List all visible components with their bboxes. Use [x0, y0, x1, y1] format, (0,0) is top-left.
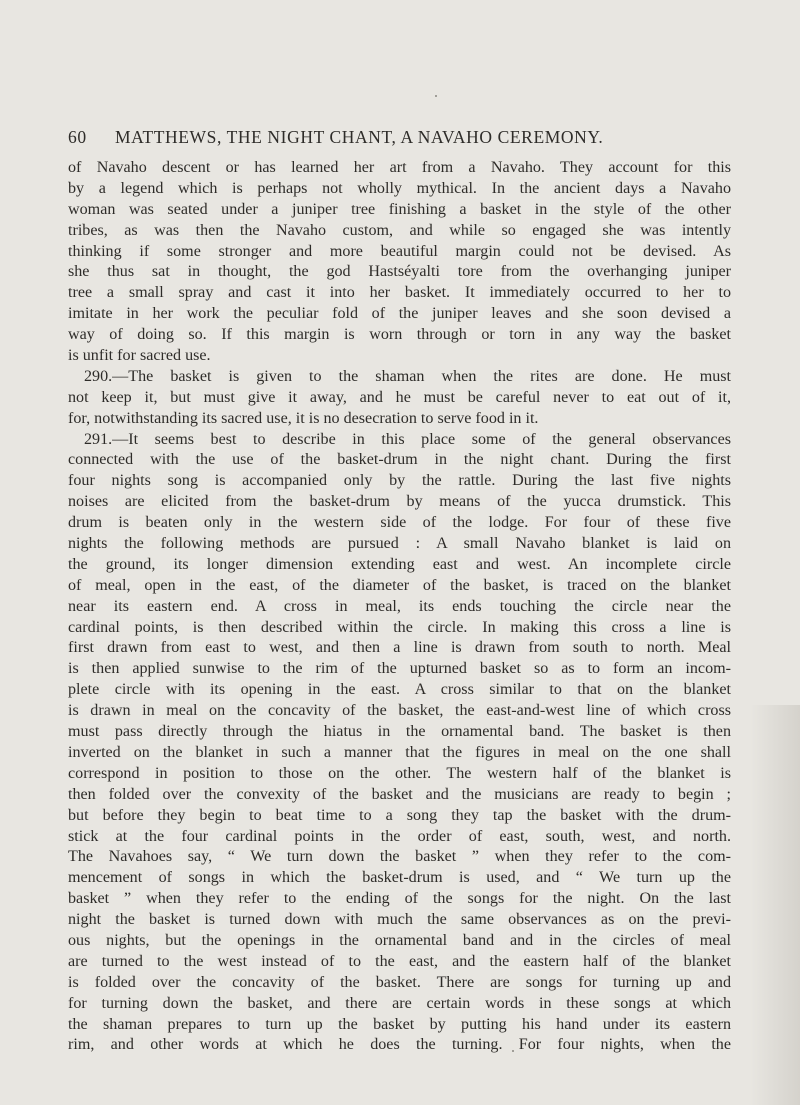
text-line: stick at the four cardinal points in the order of east, south, west, and north.: [68, 827, 731, 845]
text-line: way of doing so. If this margin is worn through or torn in any way the basket: [68, 326, 731, 344]
text-line: nights the following methods are pursued : A small Navaho blanket is laid on: [68, 535, 731, 553]
text-line: of meal, open in the east, of the diameter of the basket, is traced on the blanket: [68, 576, 731, 594]
text-line: is then applied sunwise to the rim of the upturned basket so as to form an incom-: [68, 660, 731, 678]
text-line: 291.—It seems best to describe in this place some of the general observances: [84, 430, 731, 448]
text-line: she thus sat in thought, the god Hastséyalti tore from the overhanging juniper: [68, 263, 731, 281]
text-line: is folded over the concavity of the basket. There are songs for turning up and: [68, 973, 731, 991]
text-line: first drawn from east to west, and then a line is drawn from south to north. Meal: [68, 639, 731, 657]
text-line: ous nights, but the openings in the ornamental band and in the circles of meal: [68, 931, 731, 949]
text-line: plete circle with its opening in the east. A cross similar to that on the blanket: [68, 681, 731, 699]
page-header: [68, 127, 748, 149]
text-line: The Navahoes say, “ We turn down the basket ” when they refer to the com-: [68, 848, 731, 866]
text-line: of Navaho descent or has learned her art from a Navaho. They account for this: [68, 159, 731, 176]
running-title: MATTHEWS, THE NIGHT CHANT, A NAVAHO CEREMONY.: [114, 127, 604, 147]
text-line: is drawn in meal on the concavity of the basket, the east-and-west line of which cross: [68, 702, 731, 720]
text-line: rim, and other words at which he does the turning. For four nights, when the: [68, 1036, 731, 1054]
text-line: noises are elicited from the basket-drum by means of the yucca drumstick. This: [68, 493, 731, 511]
text-line: tree a small spray and cast it into her basket. It immediately occurred to her to: [68, 284, 731, 302]
page-number: 60: [68, 127, 87, 147]
text-line: correspond in position to those on the other. The western half of the blanket is: [68, 764, 731, 782]
text-line: thinking if some stronger and more beautiful margin could not be devised. As: [68, 242, 731, 260]
text-line: must pass directly through the hiatus in the ornamental band. The basket is then: [68, 723, 731, 741]
text-line: mencement of songs in which the basket-drum is used, and “ We turn up the: [68, 869, 731, 887]
text-line: but before they begin to beat time to a song they tap the basket with the drum-: [68, 806, 731, 824]
text-line: 290.—The basket is given to the shaman when the rites are done. He must: [84, 367, 731, 385]
text-line: for, notwithstanding its sacred use, it is no desecration to serve food in it.: [68, 409, 539, 427]
text-line: for turning down the basket, and there are certain words in these songs at which: [68, 994, 731, 1012]
text-line: connected with the use of the basket-drum in the night chant. During the first: [68, 451, 731, 469]
text-line: inverted on the blanket in such a manner that the figures in meal on the one shall: [68, 743, 731, 761]
text-line: four nights song is accompanied only by the rattle. During the last five nights: [68, 472, 731, 490]
text-line: not keep it, but must give it away, and he must be careful never to eat out of it,: [68, 388, 731, 406]
text-line: imitate in her work the peculiar fold of the juniper leaves and she soon devised a: [68, 305, 731, 323]
text-line: cardinal points, is then described within the circle. In making this cross a line is: [68, 618, 731, 636]
text-line: basket ” when they refer to the ending of the songs for the night. On the last: [68, 890, 731, 908]
text-line: night the basket is turned down with much the same observances as on the previ-: [68, 911, 731, 929]
text-line: by a legend which is perhaps not wholly mythical. In the ancient days a Navaho: [68, 179, 731, 197]
text-line: the ground, its longer dimension extending east and west. An incomplete circle: [68, 555, 731, 573]
text-line: is unfit for sacred use.: [68, 347, 211, 365]
text-line: the shaman prepares to turn up the basket by putting his hand under its eastern: [68, 1015, 731, 1033]
page-edge-shadow: [750, 705, 800, 1105]
text-line: are turned to the west instead of to the east, and the eastern half of the blanket: [68, 952, 731, 970]
text-line: then folded over the convexity of the basket and the musicians are ready to begin ;: [68, 785, 731, 803]
body-text: [68, 158, 731, 1056]
text-line: tribes, as was then the Navaho custom, and while so engaged she was intently: [68, 221, 731, 239]
text-line: drum is beaten only in the western side of the lodge. For four of these five: [68, 514, 731, 532]
paper-speck: [435, 95, 437, 97]
text-line: near its eastern end. A cross in meal, its ends touching the circle near the: [68, 597, 731, 615]
text-line: woman was seated under a juniper tree finishing a basket in the style of the other: [68, 200, 731, 218]
